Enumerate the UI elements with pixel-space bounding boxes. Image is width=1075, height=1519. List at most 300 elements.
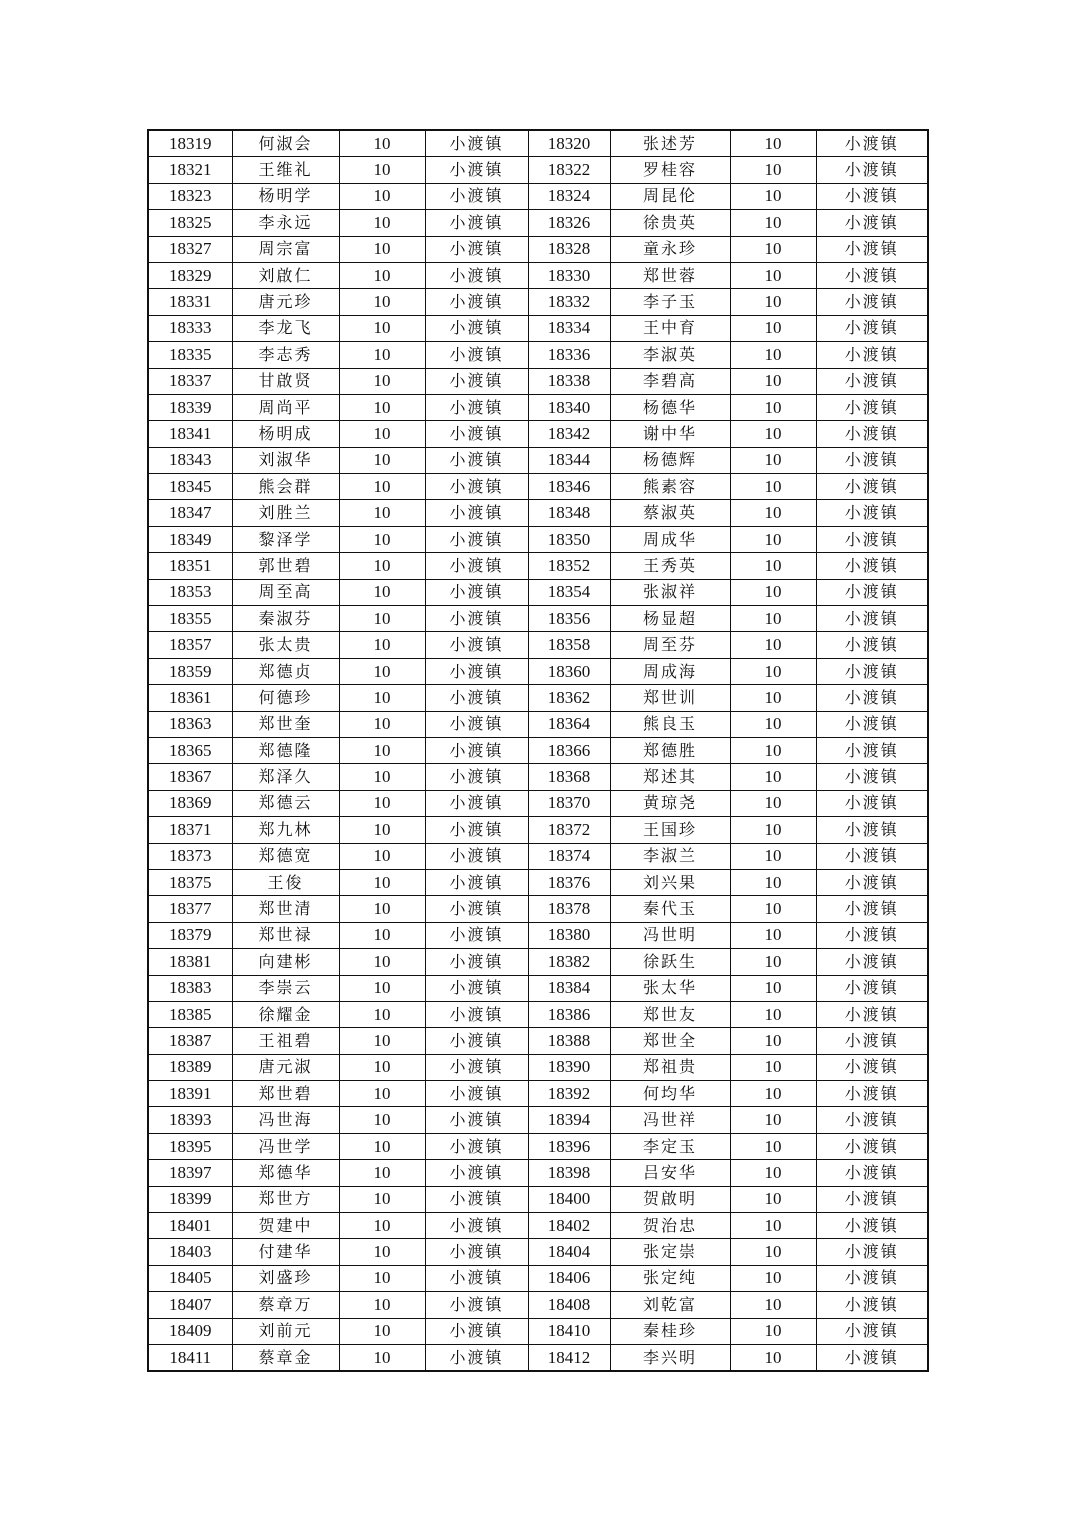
amount-cell: 10 [339, 790, 425, 816]
amount-cell: 10 [339, 183, 425, 209]
town-cell: 小渡镇 [425, 869, 528, 895]
person-name-cell: 郑世清 [232, 896, 339, 922]
amount-cell: 10 [339, 157, 425, 183]
person-name-cell: 杨明学 [232, 183, 339, 209]
record-id-cell: 18354 [528, 579, 610, 605]
person-name-cell: 王秀英 [610, 553, 730, 579]
person-name-cell: 王中育 [610, 315, 730, 341]
record-id-cell: 18342 [528, 421, 610, 447]
town-cell: 小渡镇 [816, 1028, 928, 1054]
town-cell: 小渡镇 [816, 1344, 928, 1371]
town-cell: 小渡镇 [816, 658, 928, 684]
town-cell: 小渡镇 [816, 711, 928, 737]
amount-cell: 10 [339, 342, 425, 368]
amount-cell: 10 [730, 685, 816, 711]
town-cell: 小渡镇 [425, 1054, 528, 1080]
table-row [148, 210, 928, 236]
amount-cell: 10 [730, 737, 816, 763]
record-id-cell: 18358 [528, 632, 610, 658]
person-name-cell: 贺啟明 [610, 1186, 730, 1212]
table-row [148, 1133, 928, 1159]
table-row [148, 579, 928, 605]
person-name-cell: 张定崇 [610, 1239, 730, 1265]
person-name-cell: 何均华 [610, 1081, 730, 1107]
person-name-cell: 熊良玉 [610, 711, 730, 737]
record-id-cell: 18357 [148, 632, 232, 658]
record-id-cell: 18389 [148, 1054, 232, 1080]
town-cell: 小渡镇 [425, 737, 528, 763]
amount-cell: 10 [730, 1213, 816, 1239]
record-id-cell: 18322 [528, 157, 610, 183]
table-row [148, 817, 928, 843]
table-row [148, 1028, 928, 1054]
town-cell: 小渡镇 [425, 764, 528, 790]
person-name-cell: 王维礼 [232, 157, 339, 183]
record-id-cell: 18336 [528, 342, 610, 368]
amount-cell: 10 [339, 922, 425, 948]
person-name-cell: 何德珍 [232, 685, 339, 711]
amount-cell: 10 [339, 711, 425, 737]
record-id-cell: 18356 [528, 606, 610, 632]
amount-cell: 10 [730, 1001, 816, 1027]
town-cell: 小渡镇 [816, 236, 928, 262]
person-name-cell: 郭世碧 [232, 553, 339, 579]
record-id-cell: 18402 [528, 1213, 610, 1239]
amount-cell: 10 [339, 737, 425, 763]
person-name-cell: 周成海 [610, 658, 730, 684]
person-name-cell: 冯世祥 [610, 1107, 730, 1133]
person-name-cell: 向建彬 [232, 949, 339, 975]
amount-cell: 10 [339, 817, 425, 843]
amount-cell: 10 [339, 1028, 425, 1054]
person-name-cell: 郑世蓉 [610, 262, 730, 288]
town-cell: 小渡镇 [425, 1318, 528, 1344]
person-name-cell: 郑祖贵 [610, 1054, 730, 1080]
table-row [148, 157, 928, 183]
town-cell: 小渡镇 [425, 817, 528, 843]
amount-cell: 10 [339, 289, 425, 315]
table-row [148, 1001, 928, 1027]
table-row [148, 1107, 928, 1133]
person-name-cell: 罗桂容 [610, 157, 730, 183]
record-id-cell: 18364 [528, 711, 610, 737]
person-name-cell: 黎泽学 [232, 526, 339, 552]
record-id-cell: 18327 [148, 236, 232, 262]
person-name-cell: 徐贵英 [610, 210, 730, 236]
record-id-cell: 18399 [148, 1186, 232, 1212]
record-id-cell: 18345 [148, 474, 232, 500]
town-cell: 小渡镇 [816, 579, 928, 605]
record-id-cell: 18368 [528, 764, 610, 790]
amount-cell: 10 [730, 975, 816, 1001]
person-name-cell: 郑世奎 [232, 711, 339, 737]
town-cell: 小渡镇 [816, 183, 928, 209]
amount-cell: 10 [730, 764, 816, 790]
person-name-cell: 郑德云 [232, 790, 339, 816]
town-cell: 小渡镇 [816, 130, 928, 157]
amount-cell: 10 [730, 526, 816, 552]
person-name-cell: 郑九林 [232, 817, 339, 843]
amount-cell: 10 [339, 1107, 425, 1133]
amount-cell: 10 [339, 421, 425, 447]
table-row [148, 474, 928, 500]
record-id-cell: 18363 [148, 711, 232, 737]
record-id-cell: 18340 [528, 394, 610, 420]
record-id-cell: 18324 [528, 183, 610, 209]
amount-cell: 10 [339, 262, 425, 288]
record-id-cell: 18406 [528, 1265, 610, 1291]
town-cell: 小渡镇 [425, 394, 528, 420]
amount-cell: 10 [339, 1318, 425, 1344]
table-row [148, 1344, 928, 1371]
record-id-cell: 18384 [528, 975, 610, 1001]
town-cell: 小渡镇 [425, 1213, 528, 1239]
record-id-cell: 18378 [528, 896, 610, 922]
town-cell: 小渡镇 [425, 315, 528, 341]
record-id-cell: 18369 [148, 790, 232, 816]
record-id-cell: 18332 [528, 289, 610, 315]
person-name-cell: 李崇云 [232, 975, 339, 1001]
record-id-cell: 18333 [148, 315, 232, 341]
amount-cell: 10 [730, 606, 816, 632]
person-name-cell: 王祖碧 [232, 1028, 339, 1054]
person-name-cell: 郑德胜 [610, 737, 730, 763]
town-cell: 小渡镇 [816, 262, 928, 288]
record-id-cell: 18395 [148, 1133, 232, 1159]
table-row [148, 1239, 928, 1265]
table-row [148, 130, 928, 157]
table-row [148, 183, 928, 209]
table-row [148, 632, 928, 658]
person-name-cell: 周至芬 [610, 632, 730, 658]
town-cell: 小渡镇 [816, 843, 928, 869]
person-name-cell: 杨显超 [610, 606, 730, 632]
amount-cell: 10 [730, 553, 816, 579]
record-id-cell: 18383 [148, 975, 232, 1001]
person-name-cell: 李子玉 [610, 289, 730, 315]
person-name-cell: 周成华 [610, 526, 730, 552]
person-name-cell: 徐跃生 [610, 949, 730, 975]
town-cell: 小渡镇 [816, 1318, 928, 1344]
person-name-cell: 付建华 [232, 1239, 339, 1265]
record-id-cell: 18330 [528, 262, 610, 288]
person-name-cell: 郑世友 [610, 1001, 730, 1027]
table-row [148, 368, 928, 394]
person-name-cell: 熊会群 [232, 474, 339, 500]
table-row [148, 342, 928, 368]
amount-cell: 10 [339, 1265, 425, 1291]
person-name-cell: 刘前元 [232, 1318, 339, 1344]
record-id-cell: 18335 [148, 342, 232, 368]
amount-cell: 10 [339, 1133, 425, 1159]
town-cell: 小渡镇 [425, 711, 528, 737]
person-name-cell: 郑泽久 [232, 764, 339, 790]
table-row [148, 289, 928, 315]
table-row [148, 764, 928, 790]
amount-cell: 10 [730, 1160, 816, 1186]
town-cell: 小渡镇 [816, 975, 928, 1001]
person-name-cell: 李淑兰 [610, 843, 730, 869]
amount-cell: 10 [339, 1081, 425, 1107]
roster-table [147, 129, 929, 1372]
table-row [148, 658, 928, 684]
person-name-cell: 郑世方 [232, 1186, 339, 1212]
person-name-cell: 杨明成 [232, 421, 339, 447]
record-id-cell: 18380 [528, 922, 610, 948]
amount-cell: 10 [339, 1239, 425, 1265]
amount-cell: 10 [339, 236, 425, 262]
record-id-cell: 18391 [148, 1081, 232, 1107]
person-name-cell: 唐元淑 [232, 1054, 339, 1080]
person-name-cell: 周宗富 [232, 236, 339, 262]
person-name-cell: 李淑英 [610, 342, 730, 368]
town-cell: 小渡镇 [816, 315, 928, 341]
town-cell: 小渡镇 [425, 685, 528, 711]
person-name-cell: 张太贵 [232, 632, 339, 658]
record-id-cell: 18359 [148, 658, 232, 684]
person-name-cell: 郑德隆 [232, 737, 339, 763]
person-name-cell: 刘啟仁 [232, 262, 339, 288]
record-id-cell: 18328 [528, 236, 610, 262]
record-id-cell: 18394 [528, 1107, 610, 1133]
town-cell: 小渡镇 [816, 1265, 928, 1291]
town-cell: 小渡镇 [425, 1160, 528, 1186]
record-id-cell: 18412 [528, 1344, 610, 1371]
town-cell: 小渡镇 [816, 1239, 928, 1265]
person-name-cell: 郑世禄 [232, 922, 339, 948]
amount-cell: 10 [339, 394, 425, 420]
amount-cell: 10 [339, 1160, 425, 1186]
amount-cell: 10 [339, 1054, 425, 1080]
person-name-cell: 蔡章金 [232, 1344, 339, 1371]
town-cell: 小渡镇 [425, 922, 528, 948]
table-row [148, 922, 928, 948]
record-id-cell: 18387 [148, 1028, 232, 1054]
record-id-cell: 18410 [528, 1318, 610, 1344]
amount-cell: 10 [730, 342, 816, 368]
town-cell: 小渡镇 [425, 1001, 528, 1027]
town-cell: 小渡镇 [425, 1107, 528, 1133]
record-id-cell: 18386 [528, 1001, 610, 1027]
person-name-cell: 李碧高 [610, 368, 730, 394]
table-row [148, 1186, 928, 1212]
record-id-cell: 18377 [148, 896, 232, 922]
record-id-cell: 18348 [528, 500, 610, 526]
person-name-cell: 李志秀 [232, 342, 339, 368]
record-id-cell: 18320 [528, 130, 610, 157]
person-name-cell: 张太华 [610, 975, 730, 1001]
amount-cell: 10 [730, 1186, 816, 1212]
town-cell: 小渡镇 [425, 157, 528, 183]
amount-cell: 10 [730, 579, 816, 605]
person-name-cell: 冯世学 [232, 1133, 339, 1159]
table-row [148, 869, 928, 895]
town-cell: 小渡镇 [425, 975, 528, 1001]
town-cell: 小渡镇 [425, 553, 528, 579]
amount-cell: 10 [730, 632, 816, 658]
amount-cell: 10 [339, 1292, 425, 1318]
town-cell: 小渡镇 [816, 368, 928, 394]
town-cell: 小渡镇 [425, 500, 528, 526]
amount-cell: 10 [730, 1239, 816, 1265]
town-cell: 小渡镇 [816, 632, 928, 658]
amount-cell: 10 [339, 685, 425, 711]
amount-cell: 10 [730, 1318, 816, 1344]
person-name-cell: 甘啟贤 [232, 368, 339, 394]
record-id-cell: 18371 [148, 817, 232, 843]
town-cell: 小渡镇 [425, 658, 528, 684]
amount-cell: 10 [339, 474, 425, 500]
record-id-cell: 18401 [148, 1213, 232, 1239]
town-cell: 小渡镇 [425, 262, 528, 288]
town-cell: 小渡镇 [425, 1028, 528, 1054]
person-name-cell: 何淑会 [232, 130, 339, 157]
person-name-cell: 李兴明 [610, 1344, 730, 1371]
town-cell: 小渡镇 [816, 553, 928, 579]
person-name-cell: 唐元珍 [232, 289, 339, 315]
town-cell: 小渡镇 [816, 869, 928, 895]
amount-cell: 10 [730, 474, 816, 500]
person-name-cell: 张淑祥 [610, 579, 730, 605]
person-name-cell: 李龙飞 [232, 315, 339, 341]
table-row [148, 315, 928, 341]
table-row [148, 975, 928, 1001]
record-id-cell: 18353 [148, 579, 232, 605]
town-cell: 小渡镇 [425, 1344, 528, 1371]
record-id-cell: 18329 [148, 262, 232, 288]
town-cell: 小渡镇 [425, 474, 528, 500]
record-id-cell: 18347 [148, 500, 232, 526]
record-id-cell: 18374 [528, 843, 610, 869]
town-cell: 小渡镇 [816, 1292, 928, 1318]
amount-cell: 10 [730, 368, 816, 394]
amount-cell: 10 [730, 1054, 816, 1080]
person-name-cell: 刘胜兰 [232, 500, 339, 526]
table-row [148, 236, 928, 262]
table-row [148, 949, 928, 975]
record-id-cell: 18343 [148, 447, 232, 473]
record-id-cell: 18396 [528, 1133, 610, 1159]
town-cell: 小渡镇 [425, 368, 528, 394]
person-name-cell: 王俊 [232, 869, 339, 895]
person-name-cell: 刘兴果 [610, 869, 730, 895]
town-cell: 小渡镇 [816, 526, 928, 552]
record-id-cell: 18405 [148, 1265, 232, 1291]
amount-cell: 10 [730, 711, 816, 737]
table-row [148, 262, 928, 288]
amount-cell: 10 [339, 606, 425, 632]
person-name-cell: 谢中华 [610, 421, 730, 447]
record-id-cell: 18362 [528, 685, 610, 711]
record-id-cell: 18331 [148, 289, 232, 315]
record-id-cell: 18385 [148, 1001, 232, 1027]
record-id-cell: 18341 [148, 421, 232, 447]
record-id-cell: 18379 [148, 922, 232, 948]
town-cell: 小渡镇 [816, 210, 928, 236]
table-row [148, 1292, 928, 1318]
town-cell: 小渡镇 [816, 949, 928, 975]
record-id-cell: 18411 [148, 1344, 232, 1371]
person-name-cell: 蔡淑英 [610, 500, 730, 526]
table-row [148, 737, 928, 763]
amount-cell: 10 [339, 1213, 425, 1239]
town-cell: 小渡镇 [816, 1107, 928, 1133]
amount-cell: 10 [730, 394, 816, 420]
record-id-cell: 18346 [528, 474, 610, 500]
town-cell: 小渡镇 [425, 1265, 528, 1291]
town-cell: 小渡镇 [816, 474, 928, 500]
record-id-cell: 18400 [528, 1186, 610, 1212]
amount-cell: 10 [339, 1186, 425, 1212]
table-row [148, 421, 928, 447]
table-row [148, 843, 928, 869]
town-cell: 小渡镇 [816, 447, 928, 473]
amount-cell: 10 [339, 896, 425, 922]
town-cell: 小渡镇 [425, 896, 528, 922]
amount-cell: 10 [339, 1344, 425, 1371]
amount-cell: 10 [730, 1292, 816, 1318]
amount-cell: 10 [730, 500, 816, 526]
person-name-cell: 刘乾富 [610, 1292, 730, 1318]
record-id-cell: 18370 [528, 790, 610, 816]
person-name-cell: 熊素容 [610, 474, 730, 500]
amount-cell: 10 [730, 210, 816, 236]
person-name-cell: 徐耀金 [232, 1001, 339, 1027]
record-id-cell: 18338 [528, 368, 610, 394]
amount-cell: 10 [730, 1133, 816, 1159]
amount-cell: 10 [339, 869, 425, 895]
record-id-cell: 18388 [528, 1028, 610, 1054]
table-row [148, 553, 928, 579]
town-cell: 小渡镇 [425, 1133, 528, 1159]
amount-cell: 10 [730, 949, 816, 975]
table-row [148, 1318, 928, 1344]
person-name-cell: 秦代玉 [610, 896, 730, 922]
amount-cell: 10 [339, 975, 425, 1001]
town-cell: 小渡镇 [425, 183, 528, 209]
town-cell: 小渡镇 [425, 1081, 528, 1107]
person-name-cell: 郑世碧 [232, 1081, 339, 1107]
town-cell: 小渡镇 [425, 1239, 528, 1265]
table-row [148, 711, 928, 737]
amount-cell: 10 [339, 658, 425, 684]
record-id-cell: 18392 [528, 1081, 610, 1107]
amount-cell: 10 [730, 790, 816, 816]
amount-cell: 10 [339, 526, 425, 552]
record-id-cell: 18325 [148, 210, 232, 236]
town-cell: 小渡镇 [425, 1292, 528, 1318]
record-id-cell: 18321 [148, 157, 232, 183]
person-name-cell: 周尚平 [232, 394, 339, 420]
person-name-cell: 冯世海 [232, 1107, 339, 1133]
table-row [148, 500, 928, 526]
amount-cell: 10 [730, 315, 816, 341]
record-id-cell: 18326 [528, 210, 610, 236]
record-id-cell: 18372 [528, 817, 610, 843]
record-id-cell: 18352 [528, 553, 610, 579]
person-name-cell: 冯世明 [610, 922, 730, 948]
table-row [148, 1265, 928, 1291]
town-cell: 小渡镇 [425, 579, 528, 605]
person-name-cell: 秦淑芬 [232, 606, 339, 632]
record-id-cell: 18409 [148, 1318, 232, 1344]
amount-cell: 10 [730, 869, 816, 895]
record-id-cell: 18398 [528, 1160, 610, 1186]
town-cell: 小渡镇 [425, 130, 528, 157]
record-id-cell: 18376 [528, 869, 610, 895]
record-id-cell: 18361 [148, 685, 232, 711]
amount-cell: 10 [730, 421, 816, 447]
